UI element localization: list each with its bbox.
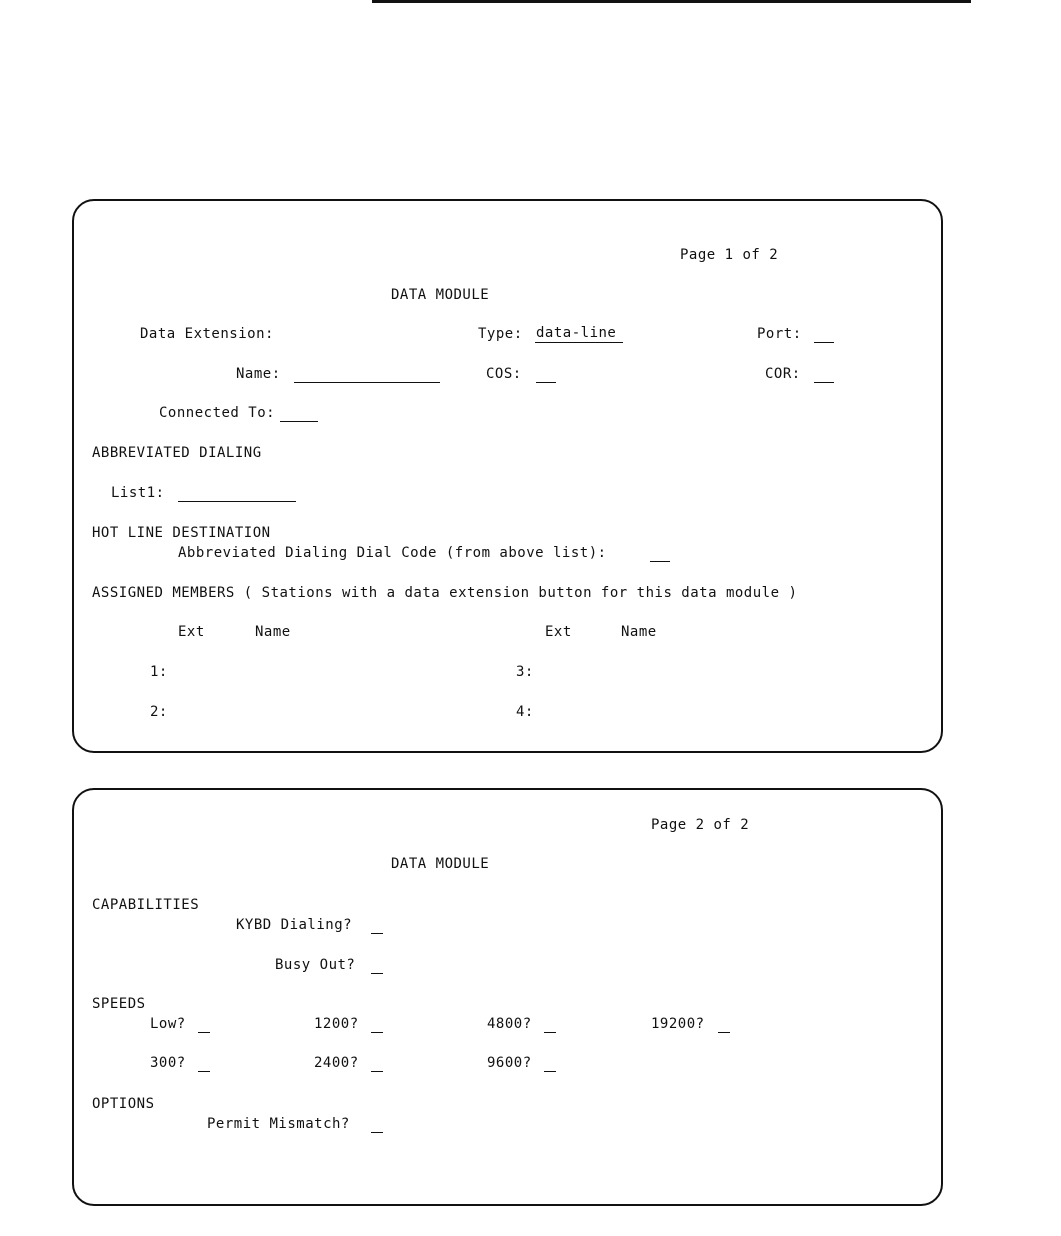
speed-300-field[interactable]: [198, 1058, 210, 1072]
page-indicator: Page 1 of 2: [680, 247, 779, 263]
speed-19200-field[interactable]: [718, 1019, 730, 1033]
busy-out-label: Busy Out?: [275, 957, 356, 973]
member-row-3-label: 3:: [516, 664, 534, 680]
connected-to-field[interactable]: [280, 408, 318, 422]
member-row-4-label: 4:: [516, 704, 534, 720]
speed-300-label: 300?: [150, 1055, 186, 1071]
permit-mismatch-field[interactable]: [371, 1119, 383, 1133]
speed-2400-field[interactable]: [371, 1058, 383, 1072]
speed-2400-label: 2400?: [314, 1055, 359, 1071]
cos-field[interactable]: [536, 369, 556, 383]
column-header-name-left: Name: [255, 624, 291, 640]
speed-4800-field[interactable]: [544, 1019, 556, 1033]
port-field[interactable]: [814, 329, 834, 343]
speeds-heading: SPEEDS: [92, 996, 146, 1012]
type-field[interactable]: data-line: [535, 325, 623, 343]
speed-9600-label: 9600?: [487, 1055, 532, 1071]
list1-label: List1:: [111, 485, 165, 501]
speed-1200-field[interactable]: [371, 1019, 383, 1033]
data-extension-label: Data Extension:: [140, 326, 274, 342]
hot-line-dial-code-field[interactable]: [650, 548, 670, 562]
name-label: Name:: [236, 366, 281, 382]
form-title: DATA MODULE: [391, 856, 490, 872]
name-field[interactable]: [294, 369, 440, 383]
top-rule: [372, 0, 971, 3]
busy-out-field[interactable]: [371, 960, 383, 974]
cor-field[interactable]: [814, 369, 834, 383]
speed-1200-label: 1200?: [314, 1016, 359, 1032]
data-module-screen-page-1: [72, 199, 943, 753]
member-row-2-label: 2:: [150, 704, 168, 720]
list1-field[interactable]: [178, 488, 296, 502]
hot-line-dial-code-label: Abbreviated Dialing Dial Code (from above list):: [178, 545, 607, 561]
type-label: Type:: [478, 326, 523, 342]
permit-mismatch-label: Permit Mismatch?: [207, 1116, 350, 1132]
column-header-ext-left: Ext: [178, 624, 205, 640]
hot-line-destination-heading: HOT LINE DESTINATION: [92, 525, 271, 541]
cos-label: COS:: [486, 366, 522, 382]
capabilities-heading: CAPABILITIES: [92, 897, 200, 913]
port-label: Port:: [757, 326, 802, 342]
member-row-1-label: 1:: [150, 664, 168, 680]
connected-to-label: Connected To:: [159, 405, 276, 421]
abbreviated-dialing-heading: ABBREVIATED DIALING: [92, 445, 262, 461]
speed-low-label: Low?: [150, 1016, 186, 1032]
column-header-name-right: Name: [621, 624, 657, 640]
assigned-members-heading: ASSIGNED MEMBERS ( Stations with a data extension button for this data module ): [92, 585, 798, 601]
column-header-ext-right: Ext: [545, 624, 572, 640]
options-heading: OPTIONS: [92, 1096, 155, 1112]
speed-19200-label: 19200?: [651, 1016, 705, 1032]
speed-low-field[interactable]: [198, 1019, 210, 1033]
cor-label: COR:: [765, 366, 801, 382]
speed-4800-label: 4800?: [487, 1016, 532, 1032]
page-indicator: Page 2 of 2: [651, 817, 750, 833]
kybd-dialing-field[interactable]: [371, 920, 383, 934]
data-module-screen-page-2: [72, 788, 943, 1206]
form-title: DATA MODULE: [391, 287, 490, 303]
speed-9600-field[interactable]: [544, 1058, 556, 1072]
kybd-dialing-label: KYBD Dialing?: [236, 917, 353, 933]
